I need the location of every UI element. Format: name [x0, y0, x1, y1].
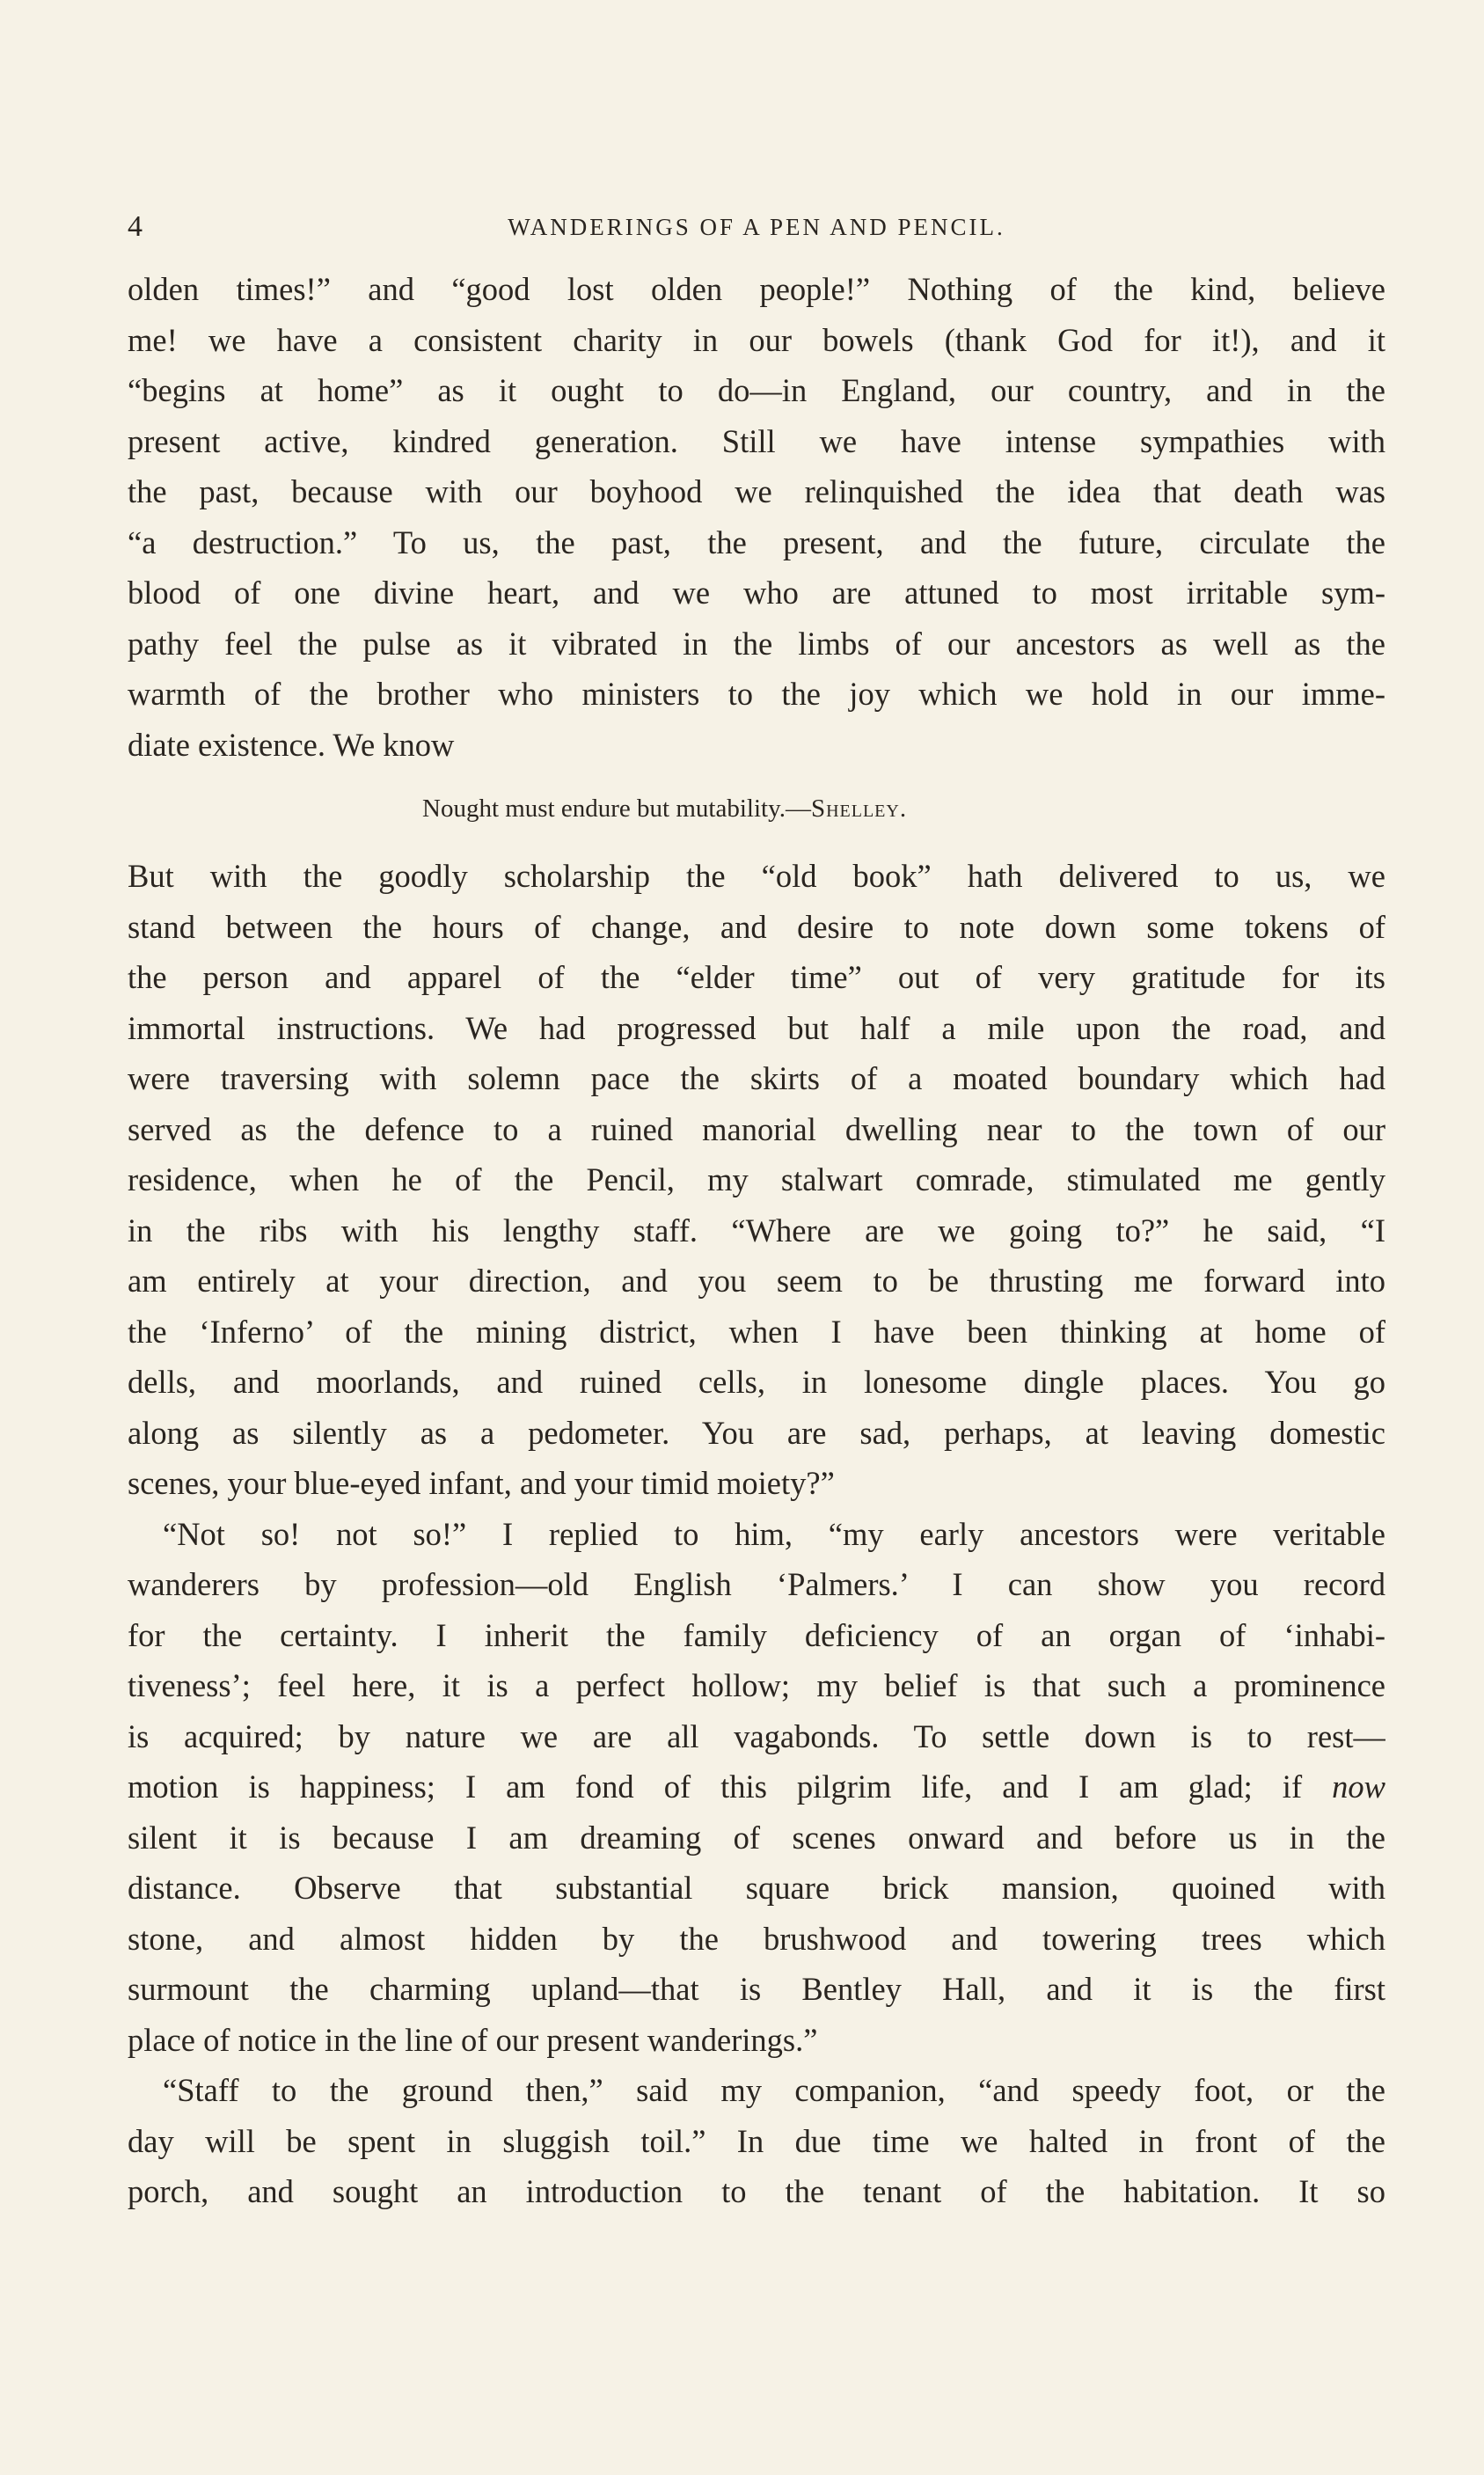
- text-line: diate existence. We know: [128, 726, 455, 763]
- text-line: warmth of the brother who ministers to the joy which we hold in our imme-: [128, 676, 1385, 712]
- epigraph-author: Shelley.: [810, 794, 908, 823]
- text-line: is acquired; by nature we are all vagabonds. To settle down is to rest—: [128, 1717, 1385, 1754]
- text-line: me! we have a consistent charity in our bowels (thank God for it!), and it: [128, 321, 1385, 358]
- text-line: “begins at home” as it ought to do—in England, our country, and in the: [128, 372, 1385, 408]
- text-line: stone, and almost hidden by the brushwood and towering trees which: [128, 1920, 1385, 1957]
- text-line: present active, kindred generation. Still we have intense sympathies with: [128, 422, 1385, 459]
- epigraph-quote: Nought must endure but mutability.—: [422, 794, 811, 823]
- text-line: the person and apparel of the “elder time” out of very gratitude for its: [128, 959, 1385, 995]
- text-line: place of notice in the line of our present wanderings.”: [128, 2021, 818, 2058]
- italic-word: now: [1332, 1768, 1385, 1805]
- text-line: pathy feel the pulse as it vibrated in the limbs of our ancestors as well as the: [128, 625, 1385, 662]
- text-line-part: motion is happiness; I am fond of this pilgrim life, and I am glad; if: [128, 1768, 1303, 1805]
- epigraph: [128, 793, 1385, 824]
- text-line: distance. Observe that substantial square brick mansion, quoined with: [128, 1870, 1385, 1906]
- text-line: “Staff to the ground then,” said my companion, “and speedy foot, or the: [163, 2072, 1385, 2108]
- text-line: day will be spent in sluggish toil.” In due time we halted in front of the: [128, 2122, 1385, 2159]
- text-line: in the ribs with his lengthy staff. “Where are we going to?” he said, “I: [128, 1212, 1385, 1248]
- text-line: tiveness’; feel here, it is a perfect hollow; my belief is that such a prominence: [128, 1667, 1385, 1703]
- text-line: for the certainty. I inherit the family deficiency of an organ of ‘inhabi-: [128, 1616, 1385, 1653]
- text-line: “a destruction.” To us, the past, the present, and the future, circulate the: [128, 524, 1385, 560]
- paragraph-1: [128, 264, 1385, 770]
- text-line: residence, when he of the Pencil, my stalwart comrade, stimulated me gently: [128, 1161, 1385, 1197]
- text-line: silent it is because I am dreaming of scenes onward and before us in the: [128, 1819, 1385, 1856]
- text-line: along as silently as a pedometer. You are sad, perhaps, at leaving domestic: [128, 1414, 1385, 1451]
- text-line: dells, and moorlands, and ruined cells, in lonesome dingle places. You go: [128, 1364, 1385, 1400]
- running-title: WANDERINGS OF A PEN AND PENCIL.: [508, 214, 1005, 240]
- text-line: blood of one divine heart, and we who are attuned to most irritable sym-: [128, 575, 1385, 611]
- text-line: were traversing with solemn pace the skirts of a moated boundary which had: [128, 1060, 1385, 1096]
- text-line: am entirely at your direction, and you seem to be thrusting me forward into: [128, 1263, 1385, 1299]
- text-line: “Not so! not so!” I replied to him, “my early ancestors were veritable: [163, 1515, 1385, 1552]
- body-text: [128, 264, 1385, 2217]
- text-line: surmount the charming upland—that is Bentley Hall, and it is the first: [128, 1971, 1385, 2007]
- text-line: the ‘Inferno’ of the mining district, when I have been thinking at home of: [128, 1313, 1385, 1350]
- text-line: But with the goodly scholarship the “old book” hath delivered to us, we: [128, 858, 1385, 894]
- paragraph-3: [128, 1509, 1385, 2066]
- text-line: scenes, your blue-eyed infant, and your timid moiety?”: [128, 1465, 835, 1501]
- running-head: [128, 209, 1385, 245]
- paragraph-2: [128, 851, 1385, 1509]
- text-line: immortal instructions. We had progressed but half a mile upon the road, and: [128, 1009, 1385, 1046]
- text-line: porch, and sought an introduction to the tenant of the habitation. It so: [128, 2173, 1385, 2209]
- page-number: 4: [128, 210, 143, 243]
- text-line: [128, 1761, 1385, 1812]
- text-line: wanderers by profession—old English ‘Palmers.’ I can show you record: [128, 1566, 1385, 1602]
- text-line: stand between the hours of change, and desire to note down some tokens of: [128, 908, 1385, 945]
- paragraph-4: [128, 2065, 1385, 2217]
- text-line: served as the defence to a ruined manorial dwelling near to the town of our: [128, 1110, 1385, 1147]
- text-line: olden times!” and “good lost olden people!” Nothing of the kind, believe: [128, 271, 1385, 307]
- text-line: the past, because with our boyhood we relinquished the idea that death was: [128, 473, 1385, 509]
